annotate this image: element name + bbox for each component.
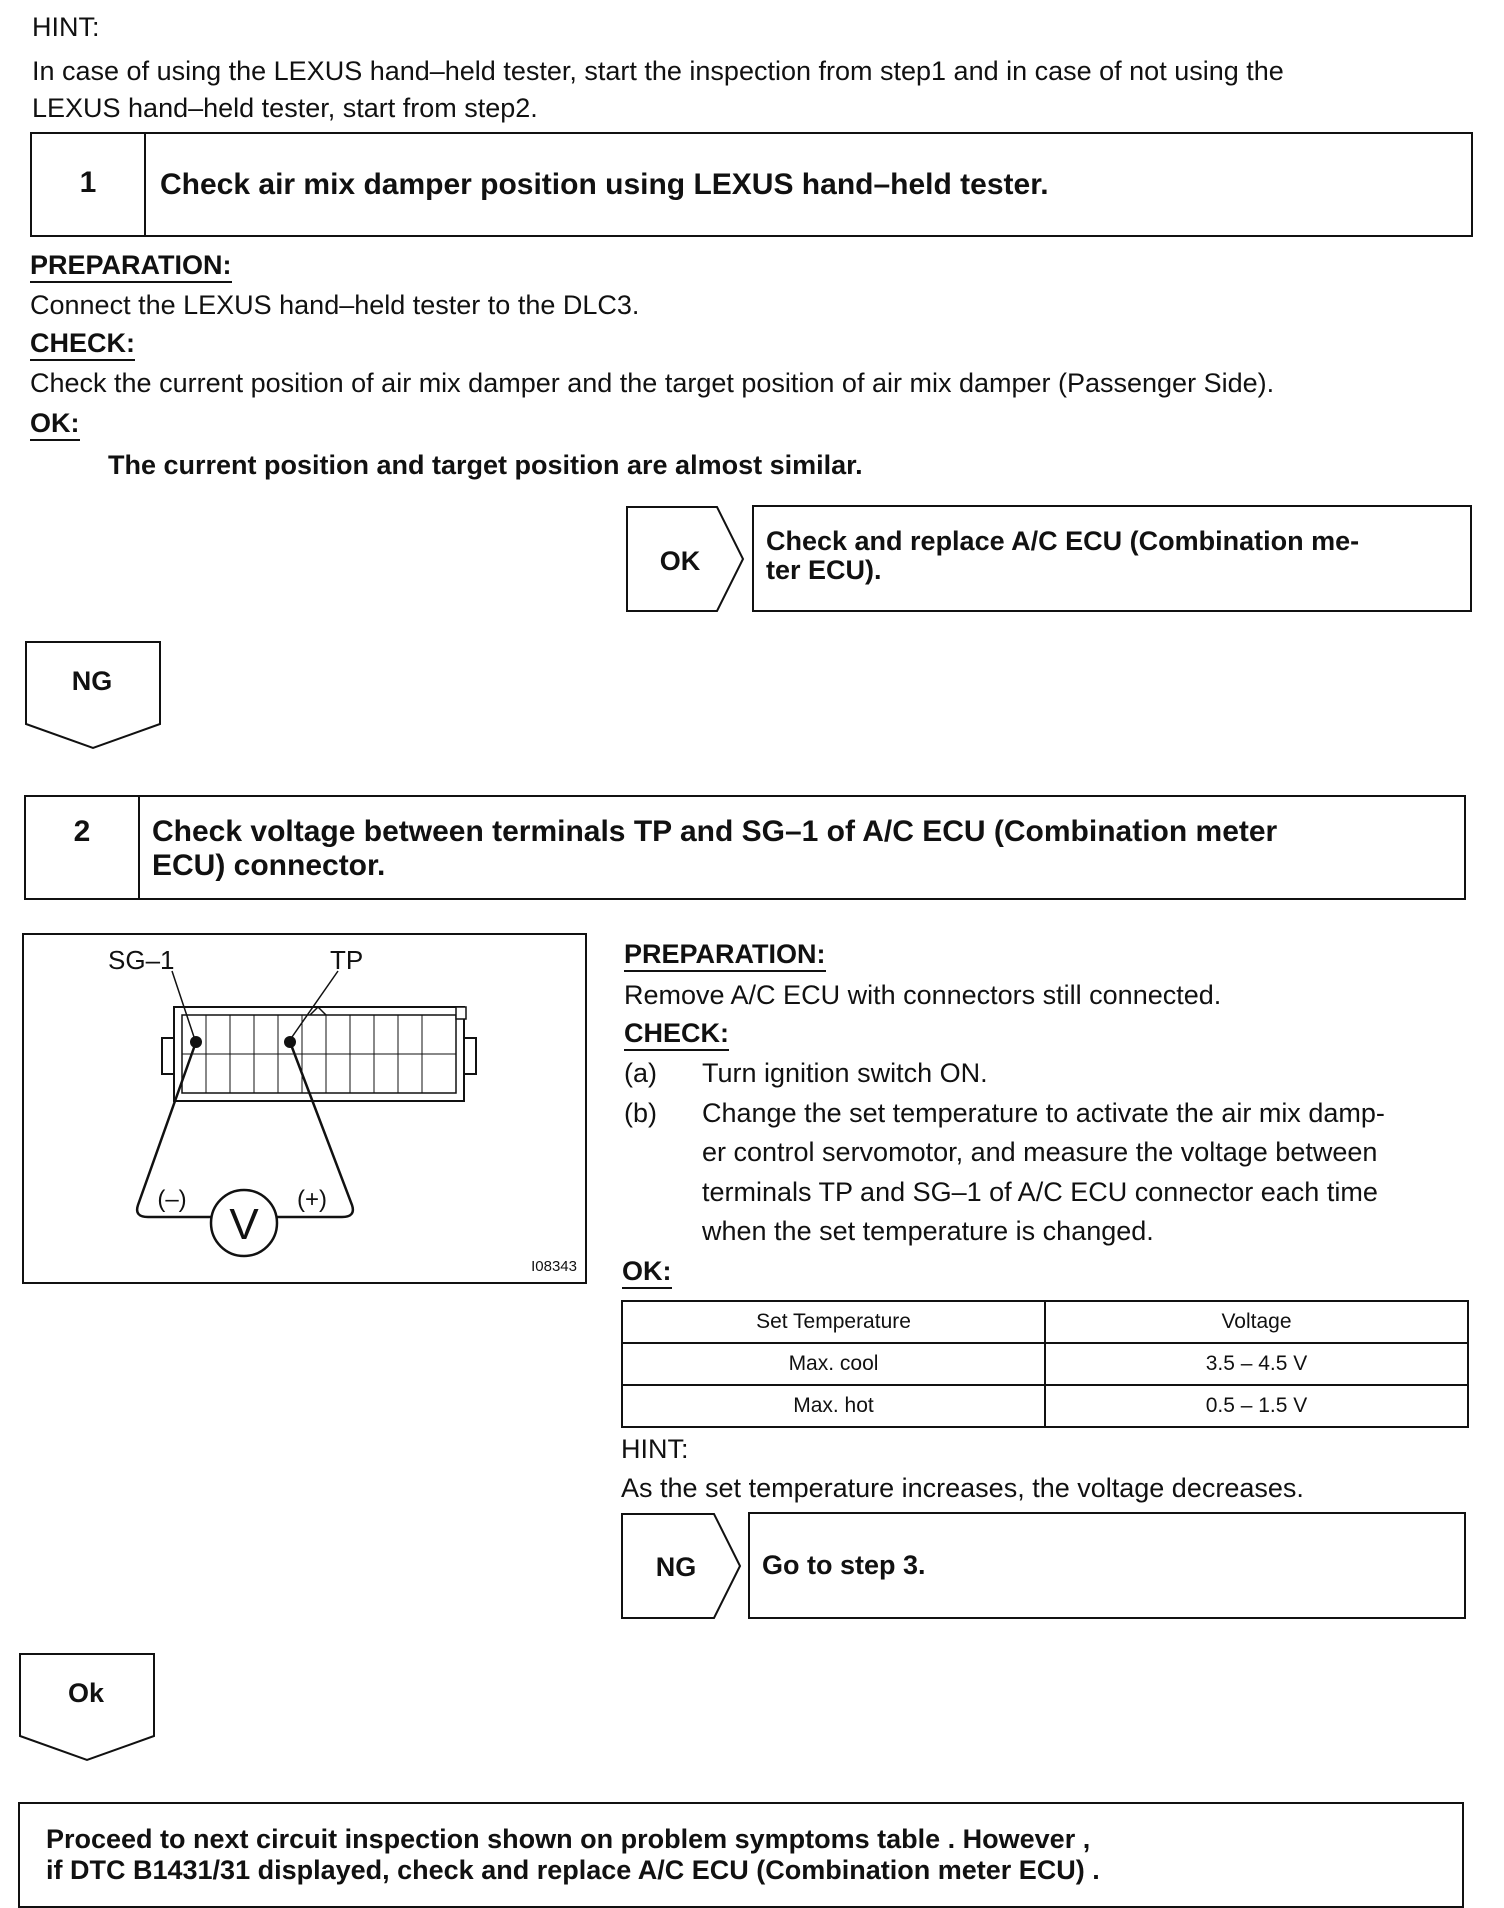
step2-hint-text: As the set temperature increases, the voltage decreases. <box>621 1473 1304 1503</box>
step1-preparation-label: PREPARATION: <box>30 246 232 284</box>
label-plus: (+) <box>297 1186 327 1213</box>
check-item-a-marker: (a) <box>624 1058 657 1088</box>
table-header-cell: Voltage <box>1045 1301 1468 1343</box>
table-cell: Max. cool <box>622 1343 1045 1385</box>
step1-ok-label: OK: <box>30 404 80 442</box>
connector-diagram <box>22 933 588 1285</box>
check-item-b-marker: (b) <box>624 1097 657 1128</box>
step1-ok-result-line1: Check and replace A/C ECU (Combination me- <box>766 526 1360 556</box>
check-item-b-line4: when the set temperature is changed. <box>702 1216 1154 1246</box>
step2-ng-result-box <box>748 1512 1466 1619</box>
step2-ok-flag-label: Ok <box>67 1678 105 1708</box>
step1-ng-flag <box>24 640 164 752</box>
step2-ng-result: Go to step 3. <box>762 1550 926 1580</box>
table-cell: Max. hot <box>622 1385 1045 1427</box>
table-header-row <box>622 1301 1468 1343</box>
check-item-b-line1: Change the set temperature to activate the air mix damp- <box>702 1097 1385 1128</box>
step1-check-label: CHECK: <box>30 324 135 362</box>
intro-hint-line2: LEXUS hand–held tester, start from step2. <box>32 93 538 123</box>
step2-ok-label: OK: <box>622 1252 672 1290</box>
step2-title-line2: ECU) connector. <box>152 849 386 882</box>
step1-ng-flag-label: NG <box>71 666 113 696</box>
ok-voltage-table <box>621 1300 1469 1428</box>
voltmeter-label: V <box>229 1200 259 1249</box>
label-sg1: SG–1 <box>108 945 175 975</box>
table-cell: 3.5 – 4.5 V <box>1045 1343 1468 1385</box>
intro-hint-line1: In case of using the LEXUS hand–held tester, start the inspection from step1 and in case of not using the <box>32 56 1284 86</box>
step1-ok-result-box <box>752 505 1472 612</box>
final-line2: if DTC B1431/31 displayed, check and replace A/C ECU (Combination meter ECU) . <box>46 1855 1100 1885</box>
diagram-frame <box>23 934 586 1283</box>
check-item-b-line2: er control servomotor, and measure the voltage between <box>702 1137 1378 1167</box>
step2-hint-label: HINT: <box>621 1434 689 1464</box>
table-header-cell: Set Temperature <box>622 1301 1045 1343</box>
table-row <box>622 1385 1468 1427</box>
step2-check-label: CHECK: <box>624 1014 729 1052</box>
step1-ok-result-line2: ter ECU). <box>766 555 882 585</box>
connector-left-tab <box>162 1038 174 1074</box>
label-minus: (–) <box>157 1186 187 1213</box>
connector-latch <box>456 1007 466 1019</box>
step1-title: Check air mix damper position using LEXUS hand–held tester. <box>160 168 1049 201</box>
step2-preparation-text: Remove A/C ECU with connectors still connected. <box>624 980 1222 1010</box>
label-tp: TP <box>330 945 364 975</box>
step2-ok-flag <box>18 1652 158 1764</box>
step1-ok-flag <box>625 505 747 613</box>
table-row <box>622 1343 1468 1385</box>
step1-divider <box>144 134 146 235</box>
step2-title-line1: Check voltage between terminals TP and SG–1 of A/C ECU (Combination meter <box>152 815 1278 848</box>
step2-ng-flag <box>620 1512 744 1620</box>
connector-right-tab <box>464 1038 476 1074</box>
check-item-b-line3: terminals TP and SG–1 of A/C ECU connector each time <box>702 1176 1378 1207</box>
step2-preparation-label: PREPARATION: <box>624 935 826 973</box>
step2-header <box>24 795 1466 900</box>
step1-ok-text: The current position and target position are almost similar. <box>108 450 863 480</box>
table-cell: 0.5 – 1.5 V <box>1045 1385 1468 1427</box>
step2-ng-flag-label: NG <box>655 1552 697 1582</box>
final-line1: Proceed to next circuit inspection shown on problem symptoms table . However , <box>46 1824 1091 1854</box>
step1-ok-flag-label: OK <box>659 546 701 576</box>
step1-check-text: Check the current position of air mix damper and the target position of air mix damper (Passenger Side). <box>30 368 1275 398</box>
step2-divider <box>138 797 140 898</box>
step1-header <box>30 132 1473 237</box>
step1-preparation-text: Connect the LEXUS hand–held tester to the DLC3. <box>30 290 640 320</box>
figure-id: I08343 <box>531 1258 577 1275</box>
intro-hint-label: HINT: <box>32 12 100 42</box>
step1-number: 1 <box>79 166 97 199</box>
check-item-a-text: Turn ignition switch ON. <box>702 1058 988 1088</box>
step2-number: 2 <box>73 815 91 848</box>
final-action-box <box>18 1802 1464 1908</box>
